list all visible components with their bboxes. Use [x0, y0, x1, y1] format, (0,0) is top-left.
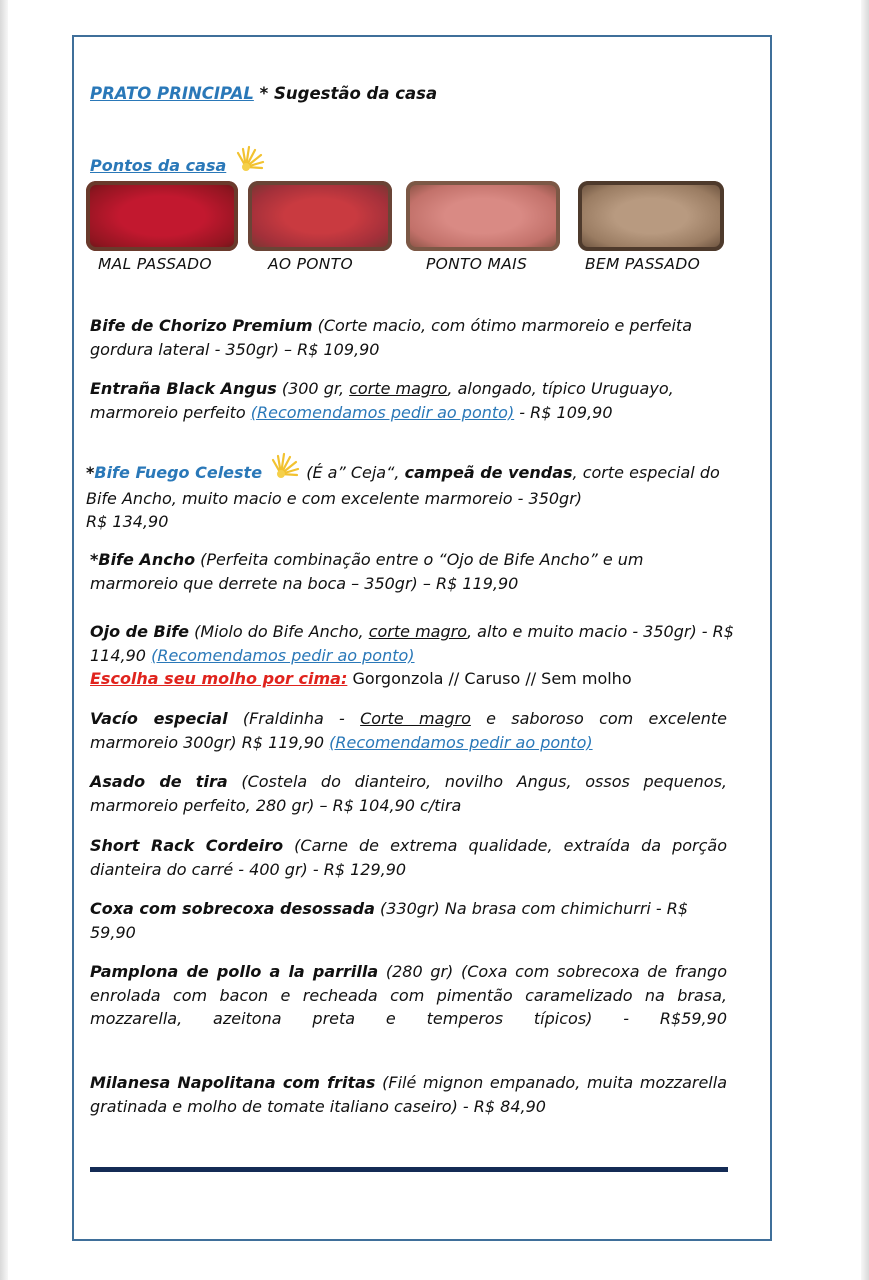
- item-name: Entraña Black Angus: [90, 379, 277, 398]
- item-description: e saboroso com excelente marmoreio 300gr) R$ 119,90: [90, 709, 728, 752]
- menu-item-ojo-de-bife: [90, 620, 750, 691]
- pontos-heading: [90, 143, 266, 177]
- item-description: (Carne de extrema qualidade, extraída da porção dianteira do carré - 400 gr) - R$ 129,90: [90, 836, 728, 879]
- item-description: , alongado, típico Uruguayo, marmoreio perfeito: [90, 379, 674, 422]
- item-description: (Filé mignon empanado, muita mozzarella gratinada e molho de tomate italiano caseiro) - R$ 84,90: [90, 1073, 727, 1116]
- recommend-link[interactable]: (Recomendamos pedir ao ponto): [250, 402, 515, 422]
- pontos-label: Pontos da casa: [90, 156, 227, 175]
- section-heading: [90, 84, 437, 103]
- sparkle-star-icon: [232, 143, 266, 177]
- menu-item-vacio: [90, 707, 727, 754]
- item-description: (Costela do dianteiro, novilho Angus, ossos pequenos, marmoreio perfeito, 280 gr) – R$ 104,90 c/tira: [90, 772, 727, 815]
- section-divider: [90, 1167, 728, 1172]
- item-name: Milanesa Napolitana com fritas: [90, 1073, 376, 1092]
- doneness-label: AO PONTO: [268, 255, 353, 273]
- meat-ponto-mais-image: [406, 181, 560, 251]
- page-shadow-left: [0, 0, 8, 1280]
- item-description: , corte especial do Bife Ancho, muito macio e com excelente marmoreio - 350gr): [86, 463, 720, 508]
- meat-mal-passado-image: [86, 181, 238, 251]
- menu-item-fuego-celeste: [86, 452, 746, 534]
- item-description: (330gr) Na brasa com chimichurri - R$ 59,90: [90, 899, 689, 942]
- item-name: Asado de tira: [90, 772, 228, 791]
- item-description: (Miolo do Bife Ancho,: [189, 622, 369, 641]
- item-description: (É a” Ceja“,: [301, 463, 405, 482]
- doneness-label: BEM PASSADO: [585, 255, 701, 273]
- prato-principal-heading: PRATO PRINCIPAL: [90, 84, 254, 103]
- sauce-choice-label: Escolha seu molho por cima:: [90, 669, 348, 688]
- page-shadow-right: [861, 0, 869, 1280]
- item-name: *Bife Ancho: [90, 550, 196, 569]
- item-name: Coxa com sobrecoxa desossada: [90, 899, 375, 918]
- menu-item-bife-ancho: [90, 548, 727, 595]
- corte-magro-note: corte magro: [368, 622, 467, 641]
- menu-item-entrana: [90, 377, 727, 424]
- menu-page: [72, 35, 772, 1241]
- corte-magro-note: Corte magro: [360, 709, 471, 728]
- item-price: R$ 134,90: [86, 512, 169, 531]
- best-seller-note: campeã de vendas: [404, 463, 573, 482]
- item-description: (Fraldinha -: [227, 709, 361, 728]
- item-name: Short Rack Cordeiro: [90, 836, 284, 855]
- sauce-options: Gorgonzola // Caruso // Sem molho: [347, 669, 632, 688]
- item-description: (Perfeita combinação entre o “Ojo de Bife Ancho” e um marmoreio que derrete na boca – 350gr) – R$ 119,90: [90, 550, 644, 593]
- sparkle-star-icon: [267, 452, 301, 487]
- menu-item-short-rack: [90, 834, 727, 881]
- recommend-link[interactable]: (Recomendamos pedir ao ponto): [329, 732, 593, 752]
- menu-item-chorizo: [90, 314, 727, 361]
- item-description: (280 gr) (Coxa com sobrecoxa de frango enrolada com bacon e recheada com pimentão caramelizado na brasa, mozzarella, azeitona preta e temperos típicos) - R$59,90: [90, 962, 728, 1028]
- featured-asterisk: *: [86, 463, 95, 482]
- menu-item-asado-de-tira: [90, 770, 727, 817]
- item-description: , alto e muito macio - 350gr) - R$ 114,90: [90, 622, 734, 665]
- item-description: (Corte macio, com ótimo marmoreio e perfeita gordura lateral - 350gr) – R$ 109,90: [90, 316, 692, 359]
- meat-ao-ponto-image: [248, 181, 392, 251]
- doneness-label: MAL PASSADO: [98, 255, 212, 273]
- item-price: - R$ 109,90: [514, 402, 613, 422]
- item-name: Bife de Chorizo Premium: [90, 316, 313, 335]
- recommend-link[interactable]: (Recomendamos pedir ao ponto): [151, 645, 415, 665]
- doneness-label: PONTO MAIS: [426, 255, 528, 273]
- menu-item-pamplona: [90, 960, 727, 1031]
- item-name: Pamplona de pollo a la parrilla: [90, 962, 379, 981]
- item-name: Bife Fuego Celeste: [94, 463, 263, 482]
- meat-bem-passado-image: [578, 181, 724, 251]
- corte-magro-note: corte magro: [349, 379, 448, 398]
- item-name: Ojo de Bife: [90, 622, 190, 641]
- item-description: (300 gr,: [276, 379, 350, 398]
- item-name: Vacío especial: [90, 709, 228, 728]
- sugestao-note: * Sugestão da casa: [259, 84, 438, 103]
- menu-item-coxa: [90, 897, 727, 944]
- menu-item-milanesa: [90, 1071, 727, 1118]
